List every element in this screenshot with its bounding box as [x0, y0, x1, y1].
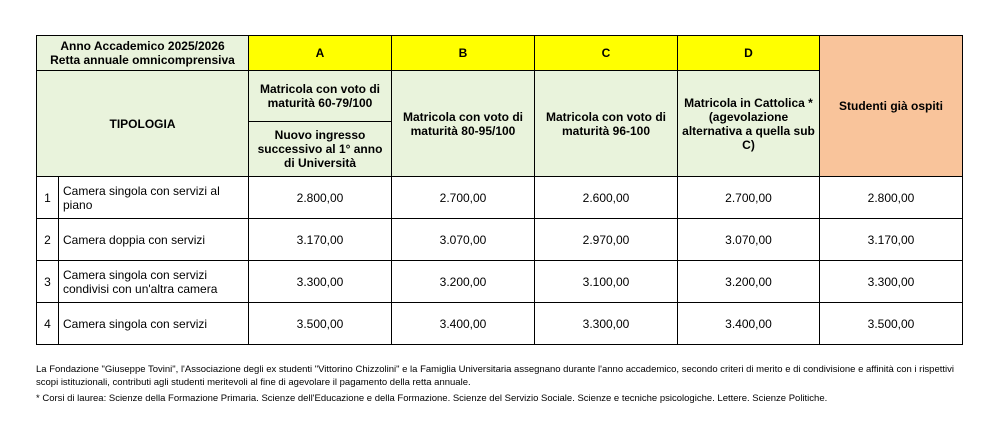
fees-table [36, 35, 963, 345]
table-row [37, 219, 963, 261]
row-label: Camera singola con servizi al piano [59, 177, 249, 219]
fee-cell: 2.700,00 [392, 177, 535, 219]
column-desc-a: Matricola con voto di maturità 60-79/100 [249, 71, 392, 122]
fee-cell: 2.800,00 [249, 177, 392, 219]
row-label: Camera singola con servizi [59, 303, 249, 345]
scholarship-note: La Fondazione "Giuseppe Tovini", l'Associazione degli ex studenti "Vittorino Chizzolini" e la Famiglia Universitaria assegnano durante l'anno accademico, secondo criteri di merito e di condivisione e affinità con i rispettivi scopi istituzionali, contributi agli studenti meritevoli al fine di agevolare il pagamento della retta annuale. [36, 364, 954, 388]
tipologia-header: TIPOLOGIA [37, 71, 249, 177]
row-number: 4 [37, 303, 59, 345]
fee-cell: 3.300,00 [535, 303, 678, 345]
column-letter-b: B [392, 36, 535, 71]
table-row [37, 177, 963, 219]
fee-cell: 3.170,00 [249, 219, 392, 261]
fee-cell: 2.600,00 [535, 177, 678, 219]
column-desc-c: Matricola con voto di maturità 96-100 [535, 71, 678, 177]
row-number: 1 [37, 177, 59, 219]
fee-cell: 2.700,00 [678, 177, 820, 219]
fee-cell: 2.800,00 [820, 177, 963, 219]
table-row [37, 303, 963, 345]
column-letter-d: D [678, 36, 820, 71]
row-number: 2 [37, 219, 59, 261]
fee-cell: 3.200,00 [392, 261, 535, 303]
fee-cell: 3.070,00 [392, 219, 535, 261]
fee-cell: 3.400,00 [392, 303, 535, 345]
row-label: Camera doppia con servizi [59, 219, 249, 261]
academic-year-line: Anno Accademico 2025/2026 [60, 39, 225, 53]
row-number: 3 [37, 261, 59, 303]
column-letter-a: A [249, 36, 392, 71]
fee-cell: 2.970,00 [535, 219, 678, 261]
fee-cell: 3.300,00 [249, 261, 392, 303]
fee-cell: 3.170,00 [820, 219, 963, 261]
fee-cell: 3.070,00 [678, 219, 820, 261]
annual-fee-line: Retta annuale omnicomprensiva [50, 53, 235, 67]
column-desc-b: Matricola con voto di maturità 80-95/100 [392, 71, 535, 177]
fee-cell: 3.500,00 [820, 303, 963, 345]
fee-cell: 3.300,00 [820, 261, 963, 303]
table-row [37, 261, 963, 303]
column-desc-d: Matricola in Cattolica * (agevolazione alternativa a quella sub C) [678, 71, 820, 177]
column-letter-c: C [535, 36, 678, 71]
fee-cell: 3.200,00 [678, 261, 820, 303]
academic-year-header [37, 36, 249, 71]
guests-header: Studenti già ospiti [820, 36, 963, 177]
fee-cell: 3.400,00 [678, 303, 820, 345]
column-sub-a: Nuovo ingresso successivo al 1° anno di Università [249, 122, 392, 177]
fee-cell: 3.500,00 [249, 303, 392, 345]
degree-courses-note: * Corsi di laurea: Scienze della Formazione Primaria. Scienze dell'Educazione e della Formazione. Scienze del Servizio Sociale. Scienze e tecniche psicologiche. Lettere. Scienze Politiche. [36, 393, 828, 404]
row-label: Camera singola con servizi condivisi con un'altra camera [59, 261, 249, 303]
fee-cell: 3.100,00 [535, 261, 678, 303]
